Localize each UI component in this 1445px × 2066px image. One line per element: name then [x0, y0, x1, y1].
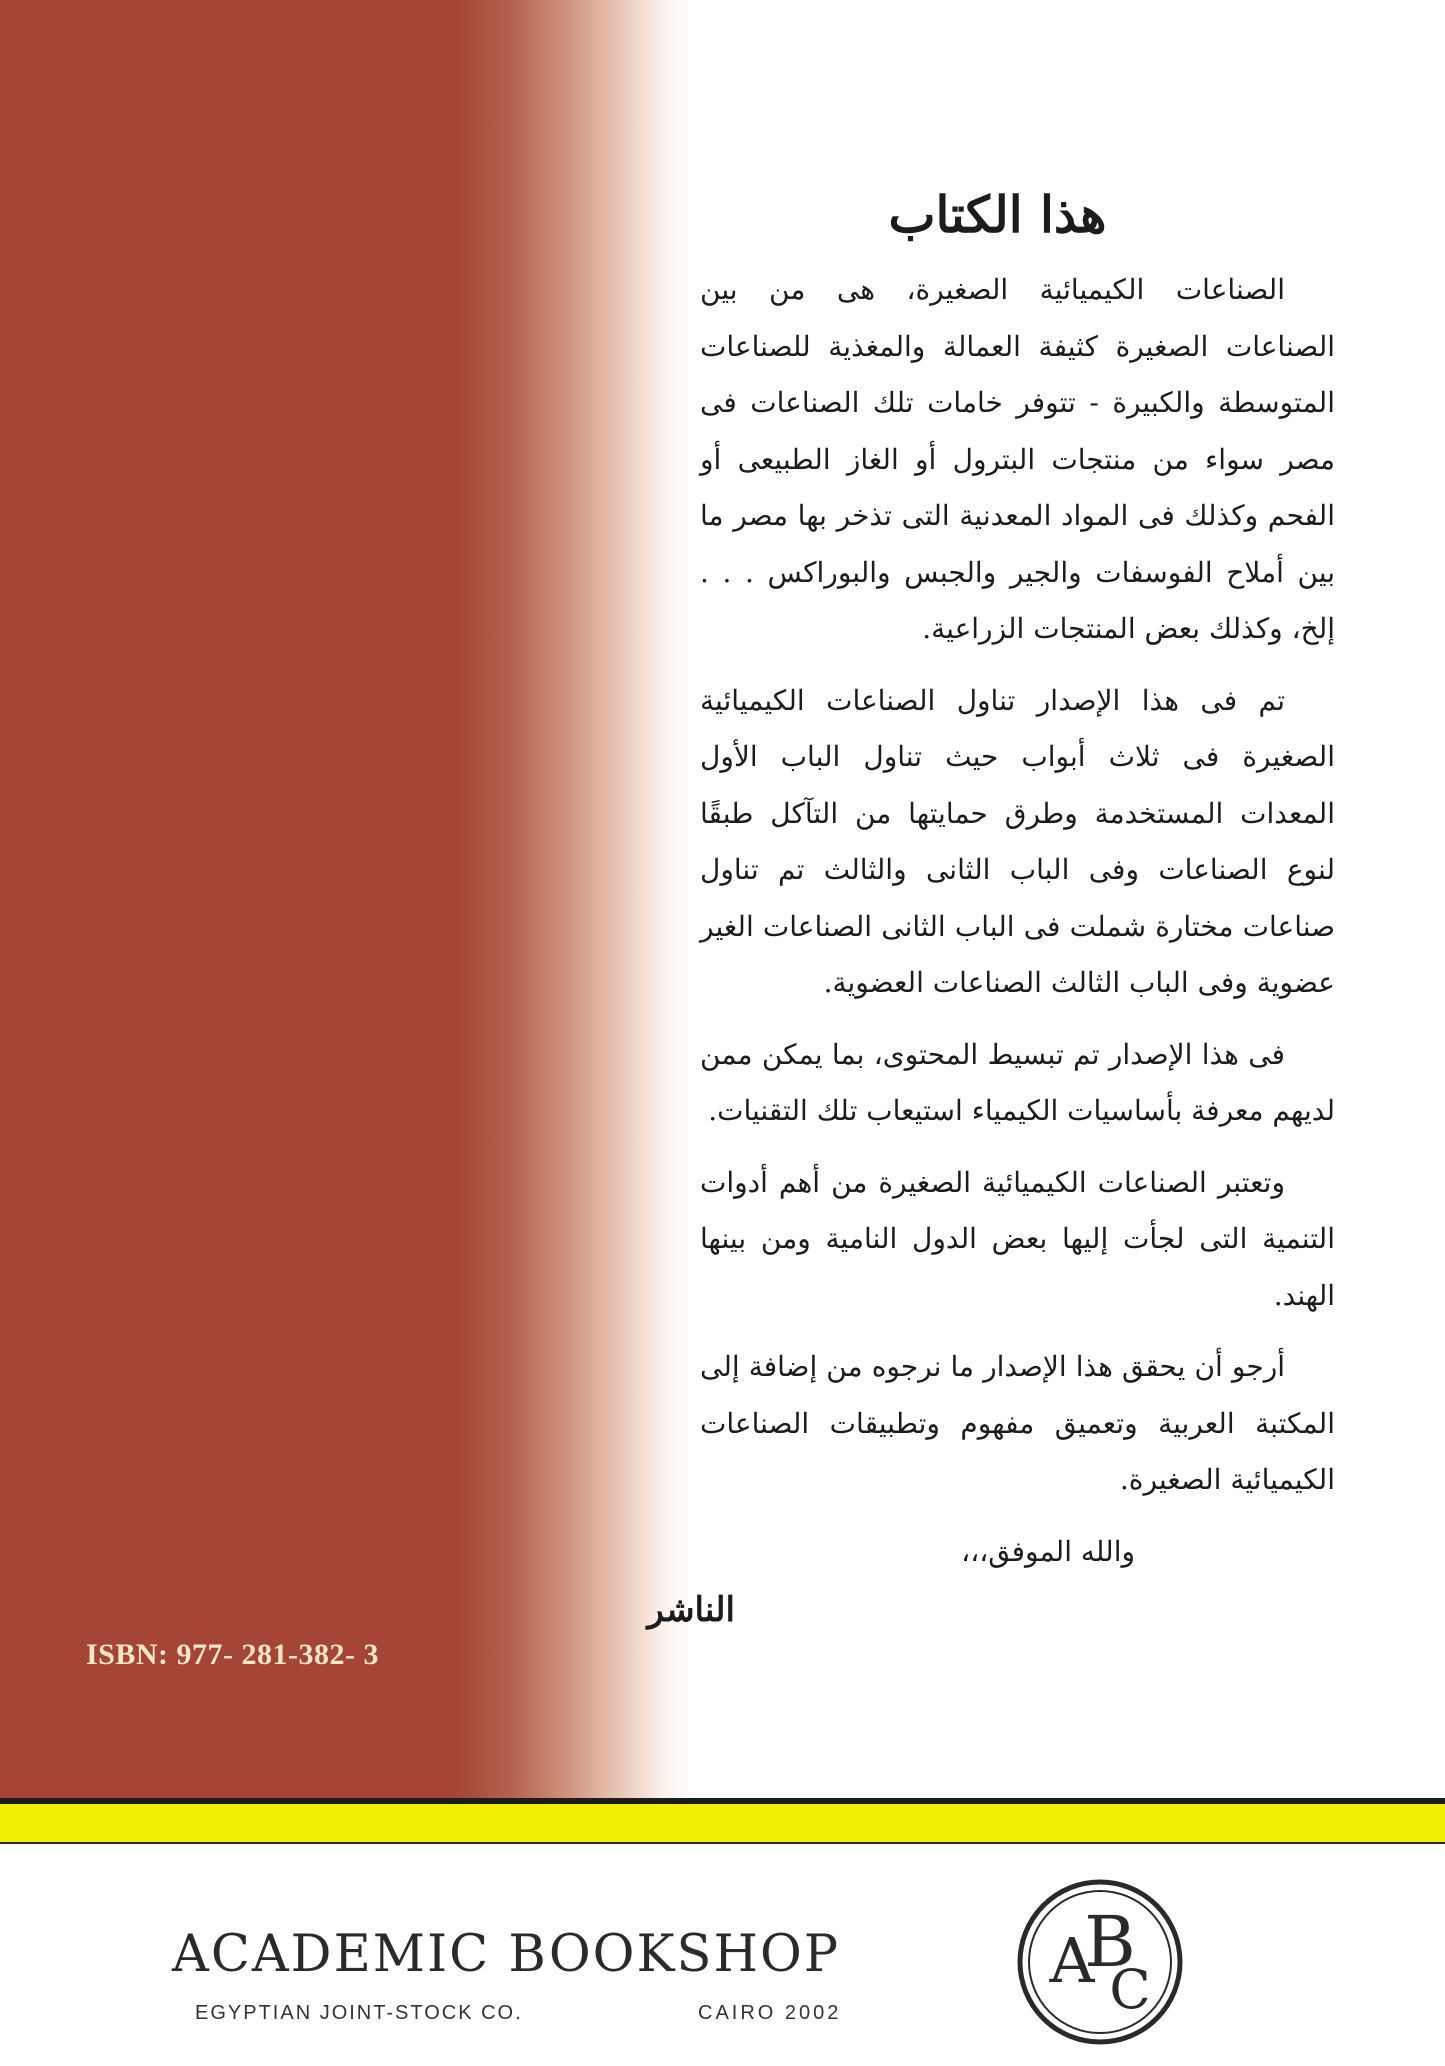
paragraph-1: الصناعات الكيميائية الصغيرة، هى من بين الصناعات الصغيرة كثيفة العمالة والمغذية للصناعات المتوسطة والكبيرة - تتوفر خامات تلك الصناعات فى مصر سواء من منتجات البترول أو الغاز الطبيعى أو الفحم وكذلك فى المواد المعدنية التى تذخر بها مصر ما بين أملاح الفوسفات والجير والجبس والبوراكس . . . إلخ، وكذلك بعض المنتجات الزراعية. — [700, 273, 1335, 645]
isbn-number: ISBN: 977- 281-382- 3 — [86, 1638, 379, 1671]
red-gradient-panel — [0, 0, 690, 1798]
logo-letter-c: C — [1109, 1958, 1151, 2021]
logo-letter-b: B — [1084, 1901, 1136, 1983]
closing-line: والله الموفق،،، — [961, 1534, 1135, 1568]
logo-letter-a: A — [1049, 1924, 1095, 1997]
publisher-logo-icon — [1016, 1878, 1184, 2046]
publisher-subtitle: EGYPTIAN JOINT-STOCK CO. — [195, 2002, 523, 2024]
page-title: هذا الكتاب — [888, 185, 1107, 244]
publisher-city-year: CAIRO 2002 — [698, 2002, 842, 2024]
publisher-signature: الناشر — [647, 1589, 735, 1630]
paragraph-2: تم فى هذا الإصدار تناول الصناعات الكيميائية الصغيرة فى ثلاث أبواب حيث تناول الباب الأول المعدات المستخدمة وطرق حمايتها من التآكل طبقًا لنوع الصناعات وفى الباب الثانى والثالث تم تناول صناعات مختارة شملت فى الباب الثانى الصناعات الغير عضوية وفى الباب الثالث الصناعات العضوية. — [700, 683, 1335, 999]
yellow-stripe — [0, 1804, 1445, 1842]
paragraph-4: وتعتبر الصناعات الكيميائية الصغيرة من أهم أدوات التنمية التى لجأت إليها بعض الدول النامية ومن بينها الهند. — [700, 1165, 1335, 1312]
paragraph-5: أرجو أن يحقق هذا الإصدار ما نرجوه من إضافة إلى المكتبة العربية وتعميق مفهوم وتطبيقات الصناعات الكيميائية الصغيرة. — [700, 1350, 1335, 1496]
about-book-text — [647, 185, 1335, 1630]
publisher-name: ACADEMIC BOOKSHOP — [172, 1925, 841, 1984]
paragraph-3: فى هذا الإصدار تم تبسيط المحتوى، بما يمكن ممن لديهم معرفة بأساسيات الكيمياء استيعاب تلك التقنيات. — [700, 1037, 1335, 1127]
